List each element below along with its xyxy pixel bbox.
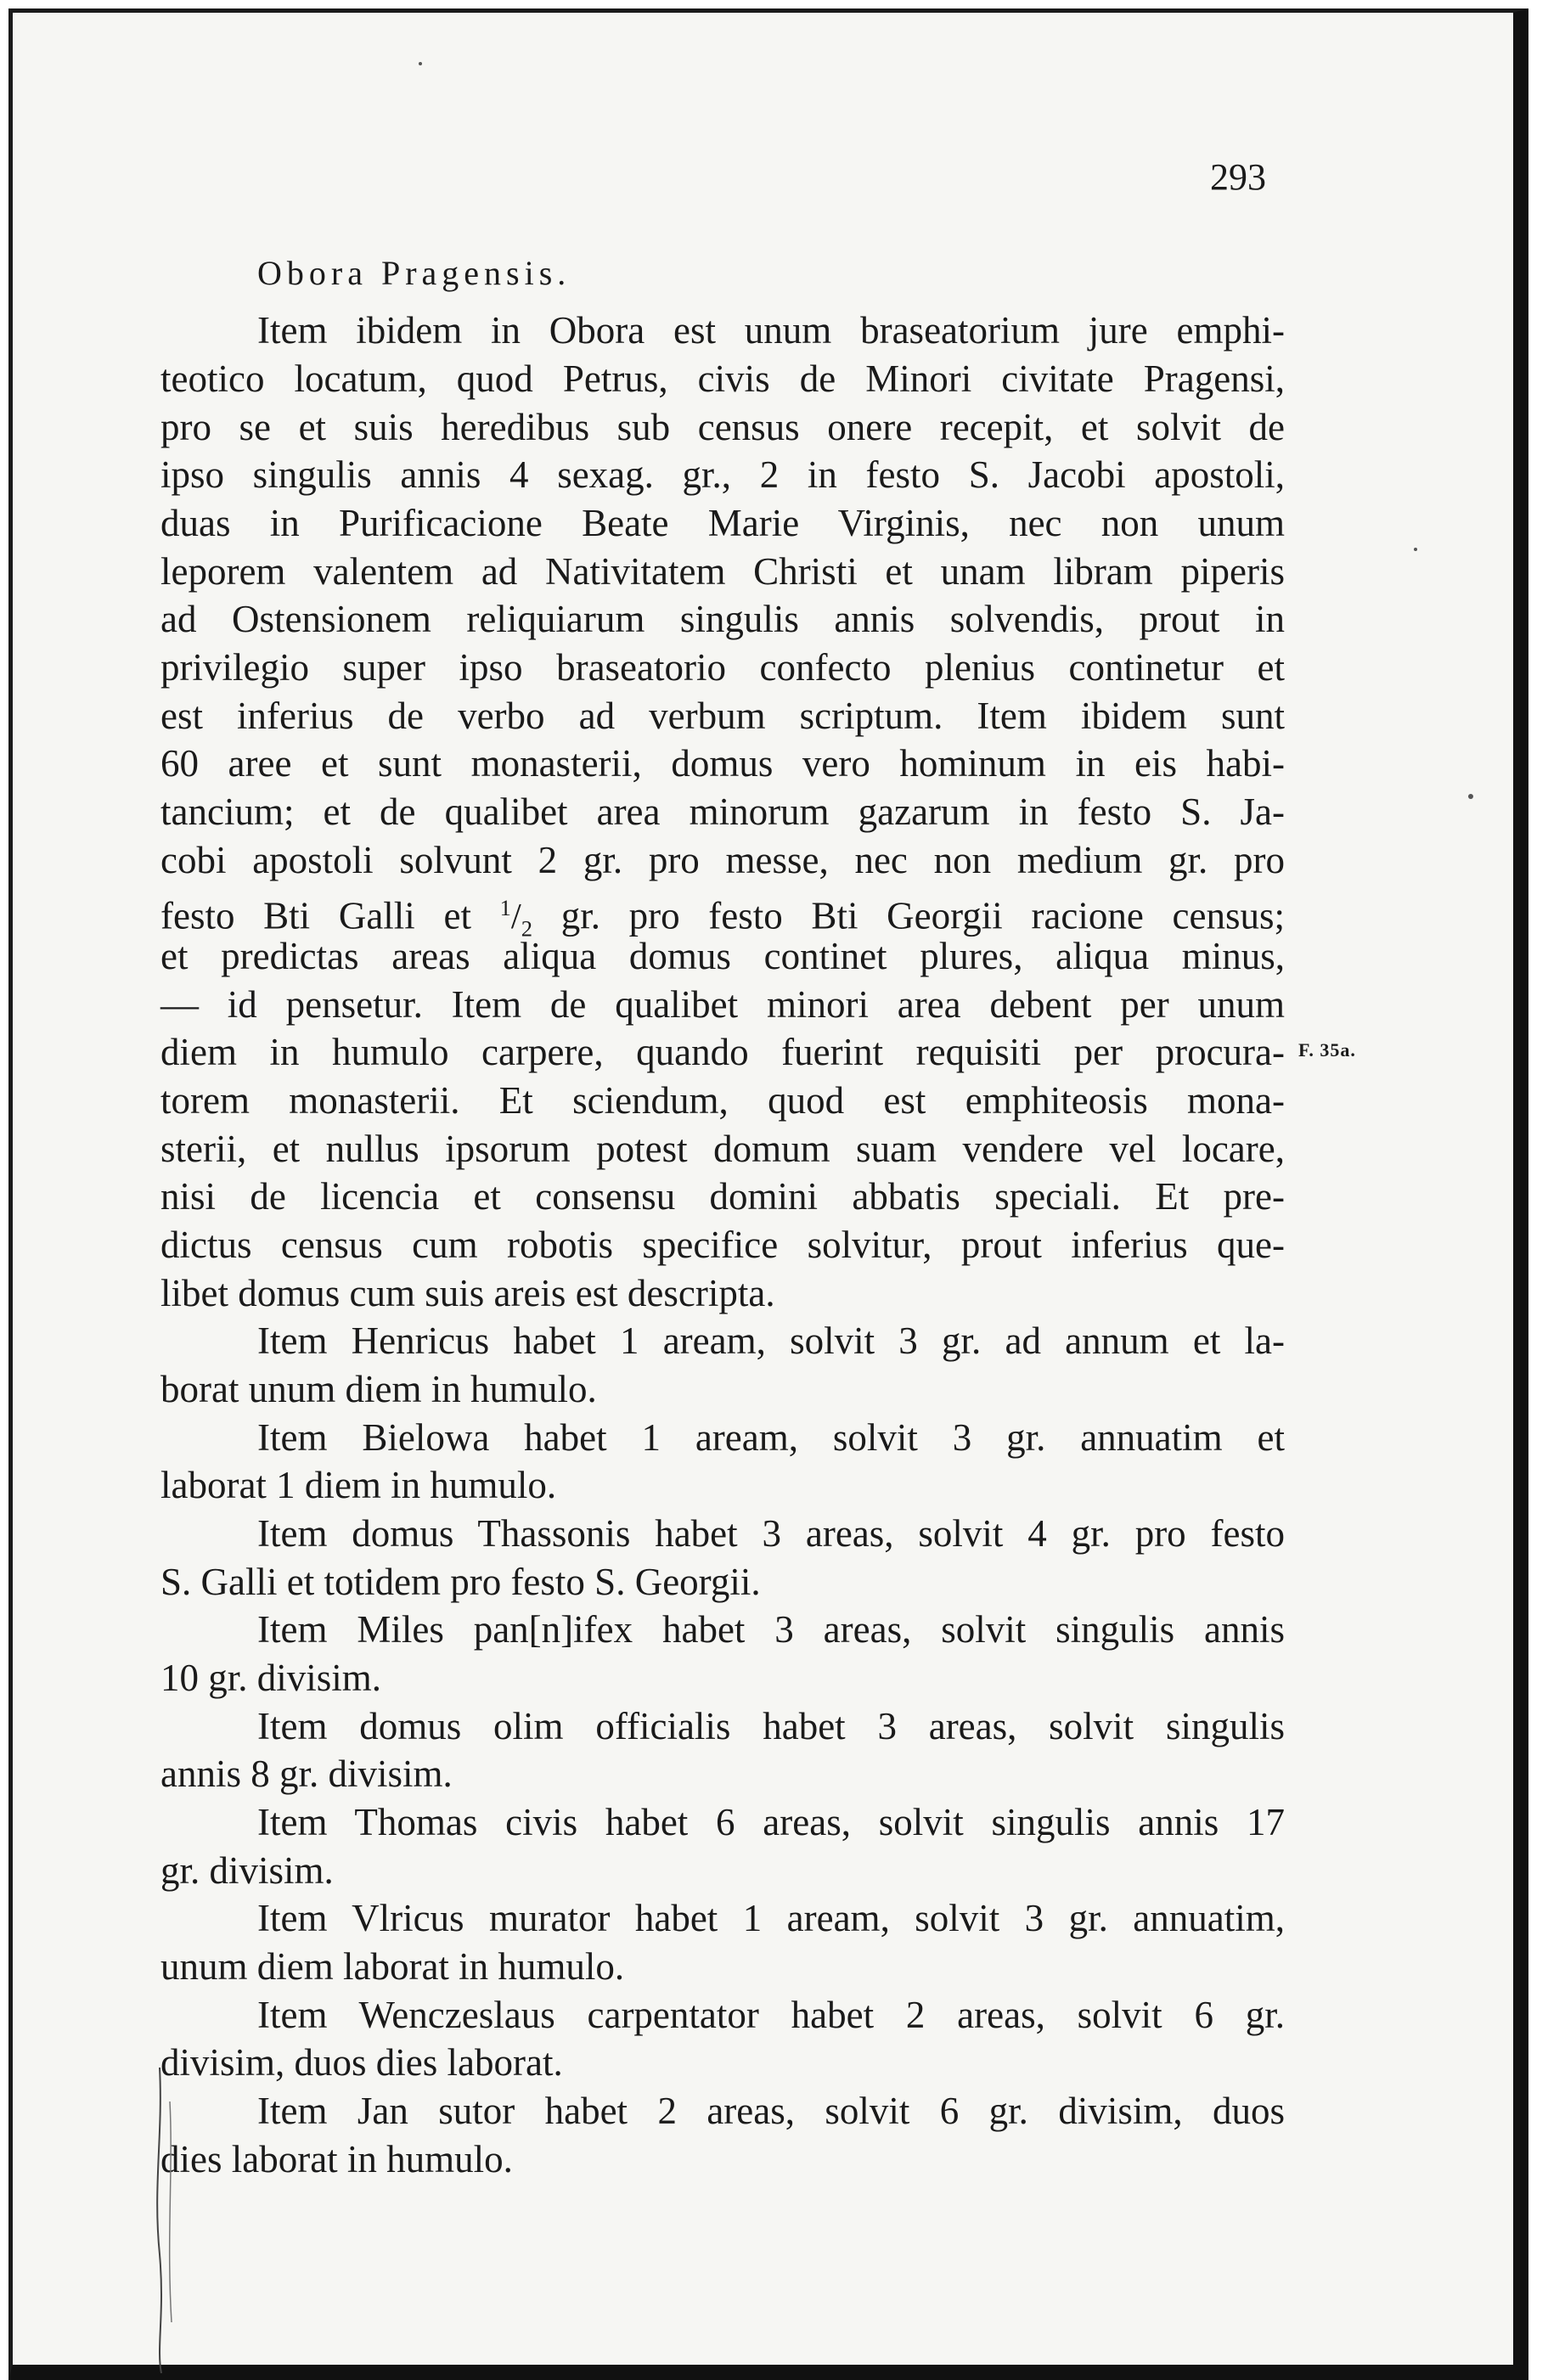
entry-line: Item Wenczeslaus carpentator habet 2 areas, solvit 6 gr. — [257, 1994, 1285, 2036]
text-line: et predictas areas aliqua domus continet plures, aliqua minus, — [160, 935, 1285, 977]
entry-line: Item Vlricus murator habet 1 aream, solvit 3 gr. annuatim, — [257, 1897, 1285, 1939]
entry-line: Item domus Thassonis habet 3 areas, solvit 4 gr. pro festo — [257, 1512, 1285, 1555]
text-line: torem monasterii. Et sciendum, quod est emphiteosis mona- — [160, 1079, 1285, 1122]
text-line: leporem valentem ad Nativitatem Christi et unam libram piperis — [160, 550, 1285, 593]
entry-line: Item Thomas civis habet 6 areas, solvit singulis annis 17 — [257, 1801, 1285, 1843]
scan-speck — [419, 62, 422, 65]
binding-shadow-mark — [144, 2068, 187, 2373]
section-heading: Obora Pragensis. — [257, 254, 571, 292]
entry-line: Item Miles pan[n]ifex habet 3 areas, solvit singulis annis — [257, 1608, 1285, 1651]
text-line: ad Ostensionem reliquiarum singulis annis solvendis, prout in — [160, 598, 1285, 640]
entry-line: borat unum diem in humulo. — [160, 1368, 597, 1410]
text-line: est inferius de verbo ad verbum scriptum. Item ibidem sunt — [160, 695, 1285, 737]
text-line: — id pensetur. Item de qualibet minori area debent per unum — [160, 983, 1285, 1026]
entry-line: 10 gr. divisim. — [160, 1657, 382, 1699]
fraction-one-half: $^1/_2$ — [499, 895, 533, 942]
fraction-denominator: 2 — [521, 915, 533, 942]
text-line: 60 aree et sunt monasterii, domus vero hominum in eis habi- — [160, 742, 1285, 785]
entry-line: divisim, duos dies laborat. — [160, 2041, 563, 2084]
text-line: tancium; et de qualibet area minorum gazarum in festo S. Ja- — [160, 791, 1285, 833]
scanned-page — [8, 8, 1528, 2380]
entry-line: laborat 1 diem in humulo. — [160, 1464, 557, 1506]
text-line: privilegio super ipso braseatorio confecto plenius continetur et — [160, 646, 1285, 689]
entry-line: Item domus olim officialis habet 3 areas, solvit singulis — [257, 1705, 1285, 1747]
text-fragment: festo Bti Galli et — [160, 894, 471, 937]
text-line: Item ibidem in Obora est unum braseatorium jure emphi- — [257, 309, 1285, 352]
text-line: teotico locatum, quod Petrus, civis de Minori civitate Pragensi, — [160, 357, 1285, 400]
text-line: dictus census cum robotis specifice solvitur, prout inferius que- — [160, 1224, 1285, 1266]
entry-line: Item Henricus habet 1 aream, solvit 3 gr. ad annum et la- — [257, 1319, 1285, 1362]
text-fragment: gr. pro festo Bti Georgii racione census; — [560, 894, 1285, 937]
text-line-with-fraction — [160, 884, 1285, 942]
entry-line: dies laborat in humulo. — [160, 2138, 513, 2180]
text-line: sterii, et nullus ipsorum potest domum suam vendere vel locare, — [160, 1128, 1285, 1170]
entry-line: Item Bielowa habet 1 aream, solvit 3 gr. annuatim et — [257, 1416, 1285, 1459]
text-line: pro se et suis heredibus sub census onere recepit, et solvit de — [160, 406, 1285, 448]
entry-line: S. Galli et totidem pro festo S. Georgii. — [160, 1561, 761, 1603]
page-number: 293 — [1210, 156, 1266, 198]
text-line: duas in Purificacione Beate Marie Virginis, nec non unum — [160, 502, 1285, 544]
text-line: diem in humulo carpere, quando fuerint requisiti per procura- — [160, 1031, 1285, 1073]
fraction-numerator: 1 — [499, 895, 511, 920]
entry-line: Item Jan sutor habet 2 areas, solvit 6 gr. divisim, duos — [257, 2090, 1285, 2132]
entry-line: annis 8 gr. divisim. — [160, 1753, 453, 1795]
text-line: nisi de licencia et consensu domini abbatis speciali. Et pre- — [160, 1175, 1285, 1218]
entry-line: gr. divisim. — [160, 1849, 334, 1892]
text-line: ipso singulis annis 4 sexag. gr., 2 in festo S. Jacobi apostoli, — [160, 453, 1285, 496]
entry-line: unum diem laborat in humulo. — [160, 1945, 625, 1988]
text-line: libet domus cum suis areis est descripta. — [160, 1272, 775, 1314]
scan-speck — [1468, 794, 1473, 799]
text-line: cobi apostoli solvunt 2 gr. pro messe, nec non medium gr. pro — [160, 839, 1285, 881]
margin-folio-note: F. 35a. — [1298, 1039, 1356, 1061]
scan-speck — [1414, 548, 1417, 551]
